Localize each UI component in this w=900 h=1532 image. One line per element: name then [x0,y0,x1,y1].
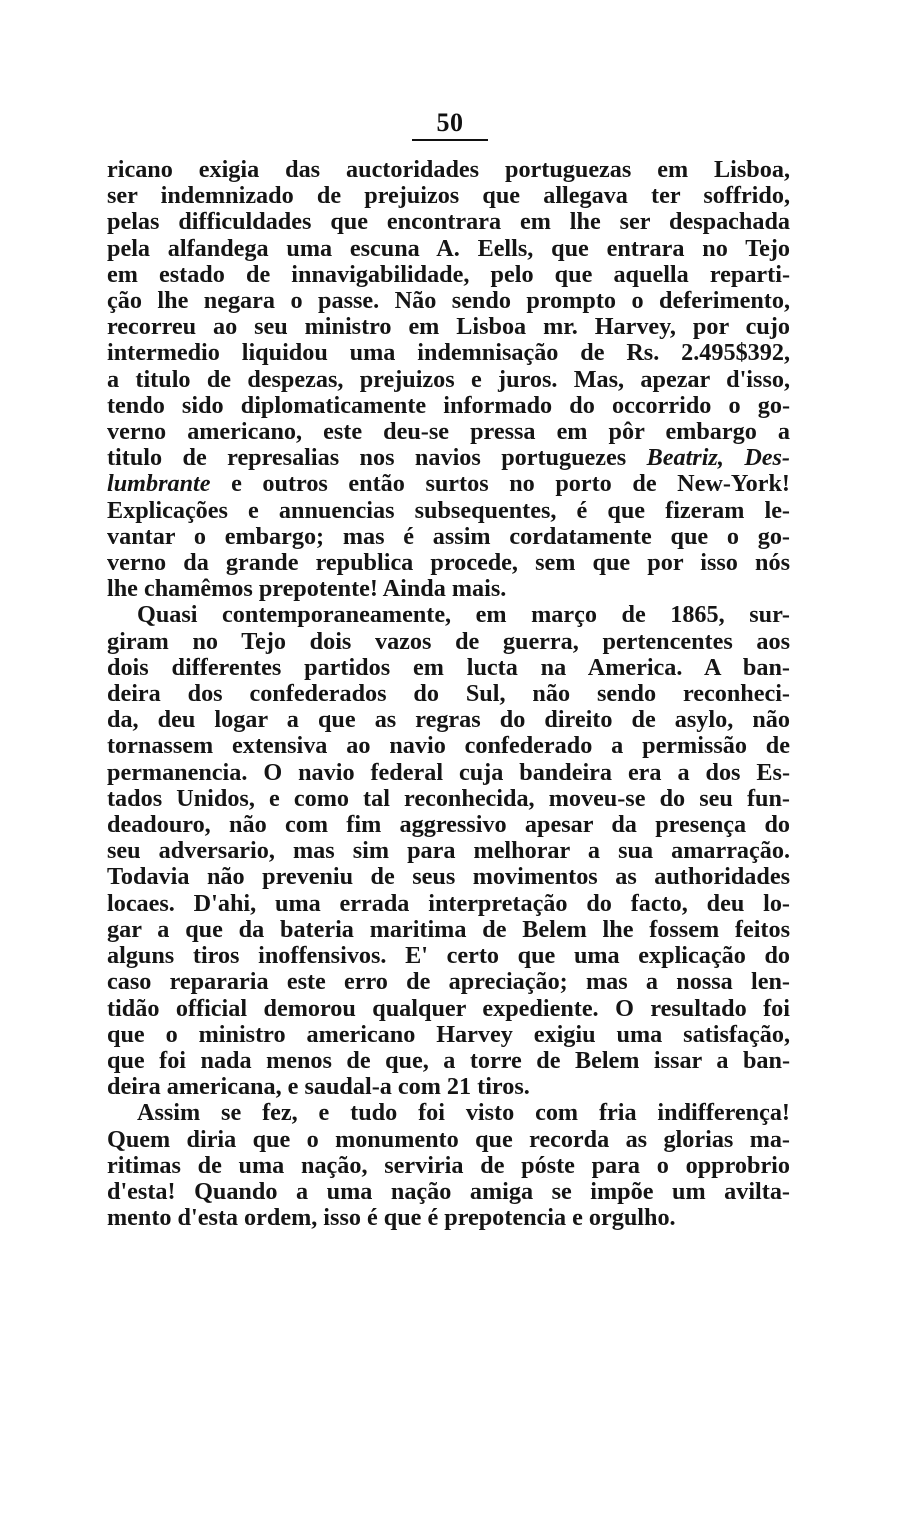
text-line: mento d'esta ordem, isso é que é prepotencia e orgulho. [107,1204,676,1232]
text-line: verno da grande republica procede, sem que por isso nós [107,549,790,577]
text-line: giram no Tejo dois vazos de guerra, pertencentes aos [107,627,790,655]
text-line: deadouro, não com fim aggressivo apesar da presença do [107,811,790,839]
text-line: Quem diria que o monumento que recorda as glorias ma- [107,1125,790,1153]
text-line: deira americana, e saudal-a com 21 tiros. [107,1073,530,1101]
text-line: locaes. D'ahi, uma errada interpretação do facto, deu lo- [107,889,790,917]
text-line: da, deu logar a que as regras do direito de asylo, não [107,706,790,734]
text-line: lhe chamêmos prepotente! Ainda mais. [107,575,507,603]
text-line: permanencia. O navio federal cuja bandeira era a dos Es- [107,758,790,786]
header-rule [412,139,488,141]
text-line: ser indemnizado de prejuizos que allegava ter soffrido, [107,182,790,210]
text-line: tendo sido diplomaticamente informado do occorrido o go- [107,391,790,419]
text-line: gar a que da bateria maritima de Belem lhe fossem feitos [107,915,790,943]
text-line: pelas difficuldades que encontrara em lhe ser despachada [107,208,790,236]
text-line: tornassem extensiva ao navio confederado a permissão de [107,732,790,760]
text-line: intermedio liquidou uma indemnisação de Rs. 2.495$392, [107,339,790,367]
text-line: Explicações e annuencias subsequentes, é que fizeram le- [107,496,790,524]
text-line: Quasi contemporaneamente, em março de 1865, sur- [137,601,790,629]
text-line: seu adversario, mas sim para melhorar a sua amarração. [107,837,790,865]
text-line: que foi nada menos de que, a torre de Belem issar a ban- [107,1046,790,1074]
body-text [107,157,790,1231]
text-line: deira dos confederados do Sul, não sendo reconheci- [107,680,790,708]
text-line: ricano exigia das auctoridades portuguezas em Lisboa, [107,156,790,183]
text-line: lumbrante e outros então surtos no porto de New-York! [107,470,790,498]
text-line: pela alfandega uma escuna A. Eells, que entrara no Tejo [107,234,790,262]
text-line: ritimas de uma nação, serviria de póste para o opprobrio [107,1151,790,1179]
text-line: a titulo de despezas, prejuizos e juros. Mas, apezar d'isso, [107,365,790,393]
text-line: em estado de innavigabilidade, pelo que aquella reparti- [107,260,790,288]
text-line: vantar o embargo; mas é assim cordatamente que o go- [107,522,790,550]
text-line: dois differentes partidos em lucta na America. A ban- [107,653,790,681]
paragraph [107,157,790,602]
text-line: que o ministro americano Harvey exigiu uma satisfação, [107,1020,790,1048]
text-line: Assim se fez, e tudo foi visto com fria indifferença! [137,1099,790,1127]
text-line: titulo de represalias nos navios portuguezes Beatriz, Des- [107,444,790,472]
page-number: 50 [436,108,464,137]
text-line: ção lhe negara o passe. Não sendo prompto o deferimento, [107,287,790,315]
paragraph [107,1100,790,1231]
text-line: Todavia não preveniu de seus movimentos as authoridades [107,863,790,891]
text-line: verno americano, este deu-se pressa em pôr embargo a [107,418,790,446]
text-line: d'esta! Quando a uma nação amiga se impõe um avilta- [107,1177,790,1205]
paragraph [107,602,790,1100]
text-line: tidão official demorou qualquer expediente. O resultado foi [107,994,790,1022]
text-line: tados Unidos, e como tal reconhecida, moveu-se do seu fun- [107,784,790,812]
text-line: alguns tiros inoffensivos. E' certo que uma explicação do [107,942,790,970]
text-line: caso repararia este erro de apreciação; mas a nossa len- [107,968,790,996]
text-line: recorreu ao seu ministro em Lisboa mr. Harvey, por cujo [107,313,790,341]
